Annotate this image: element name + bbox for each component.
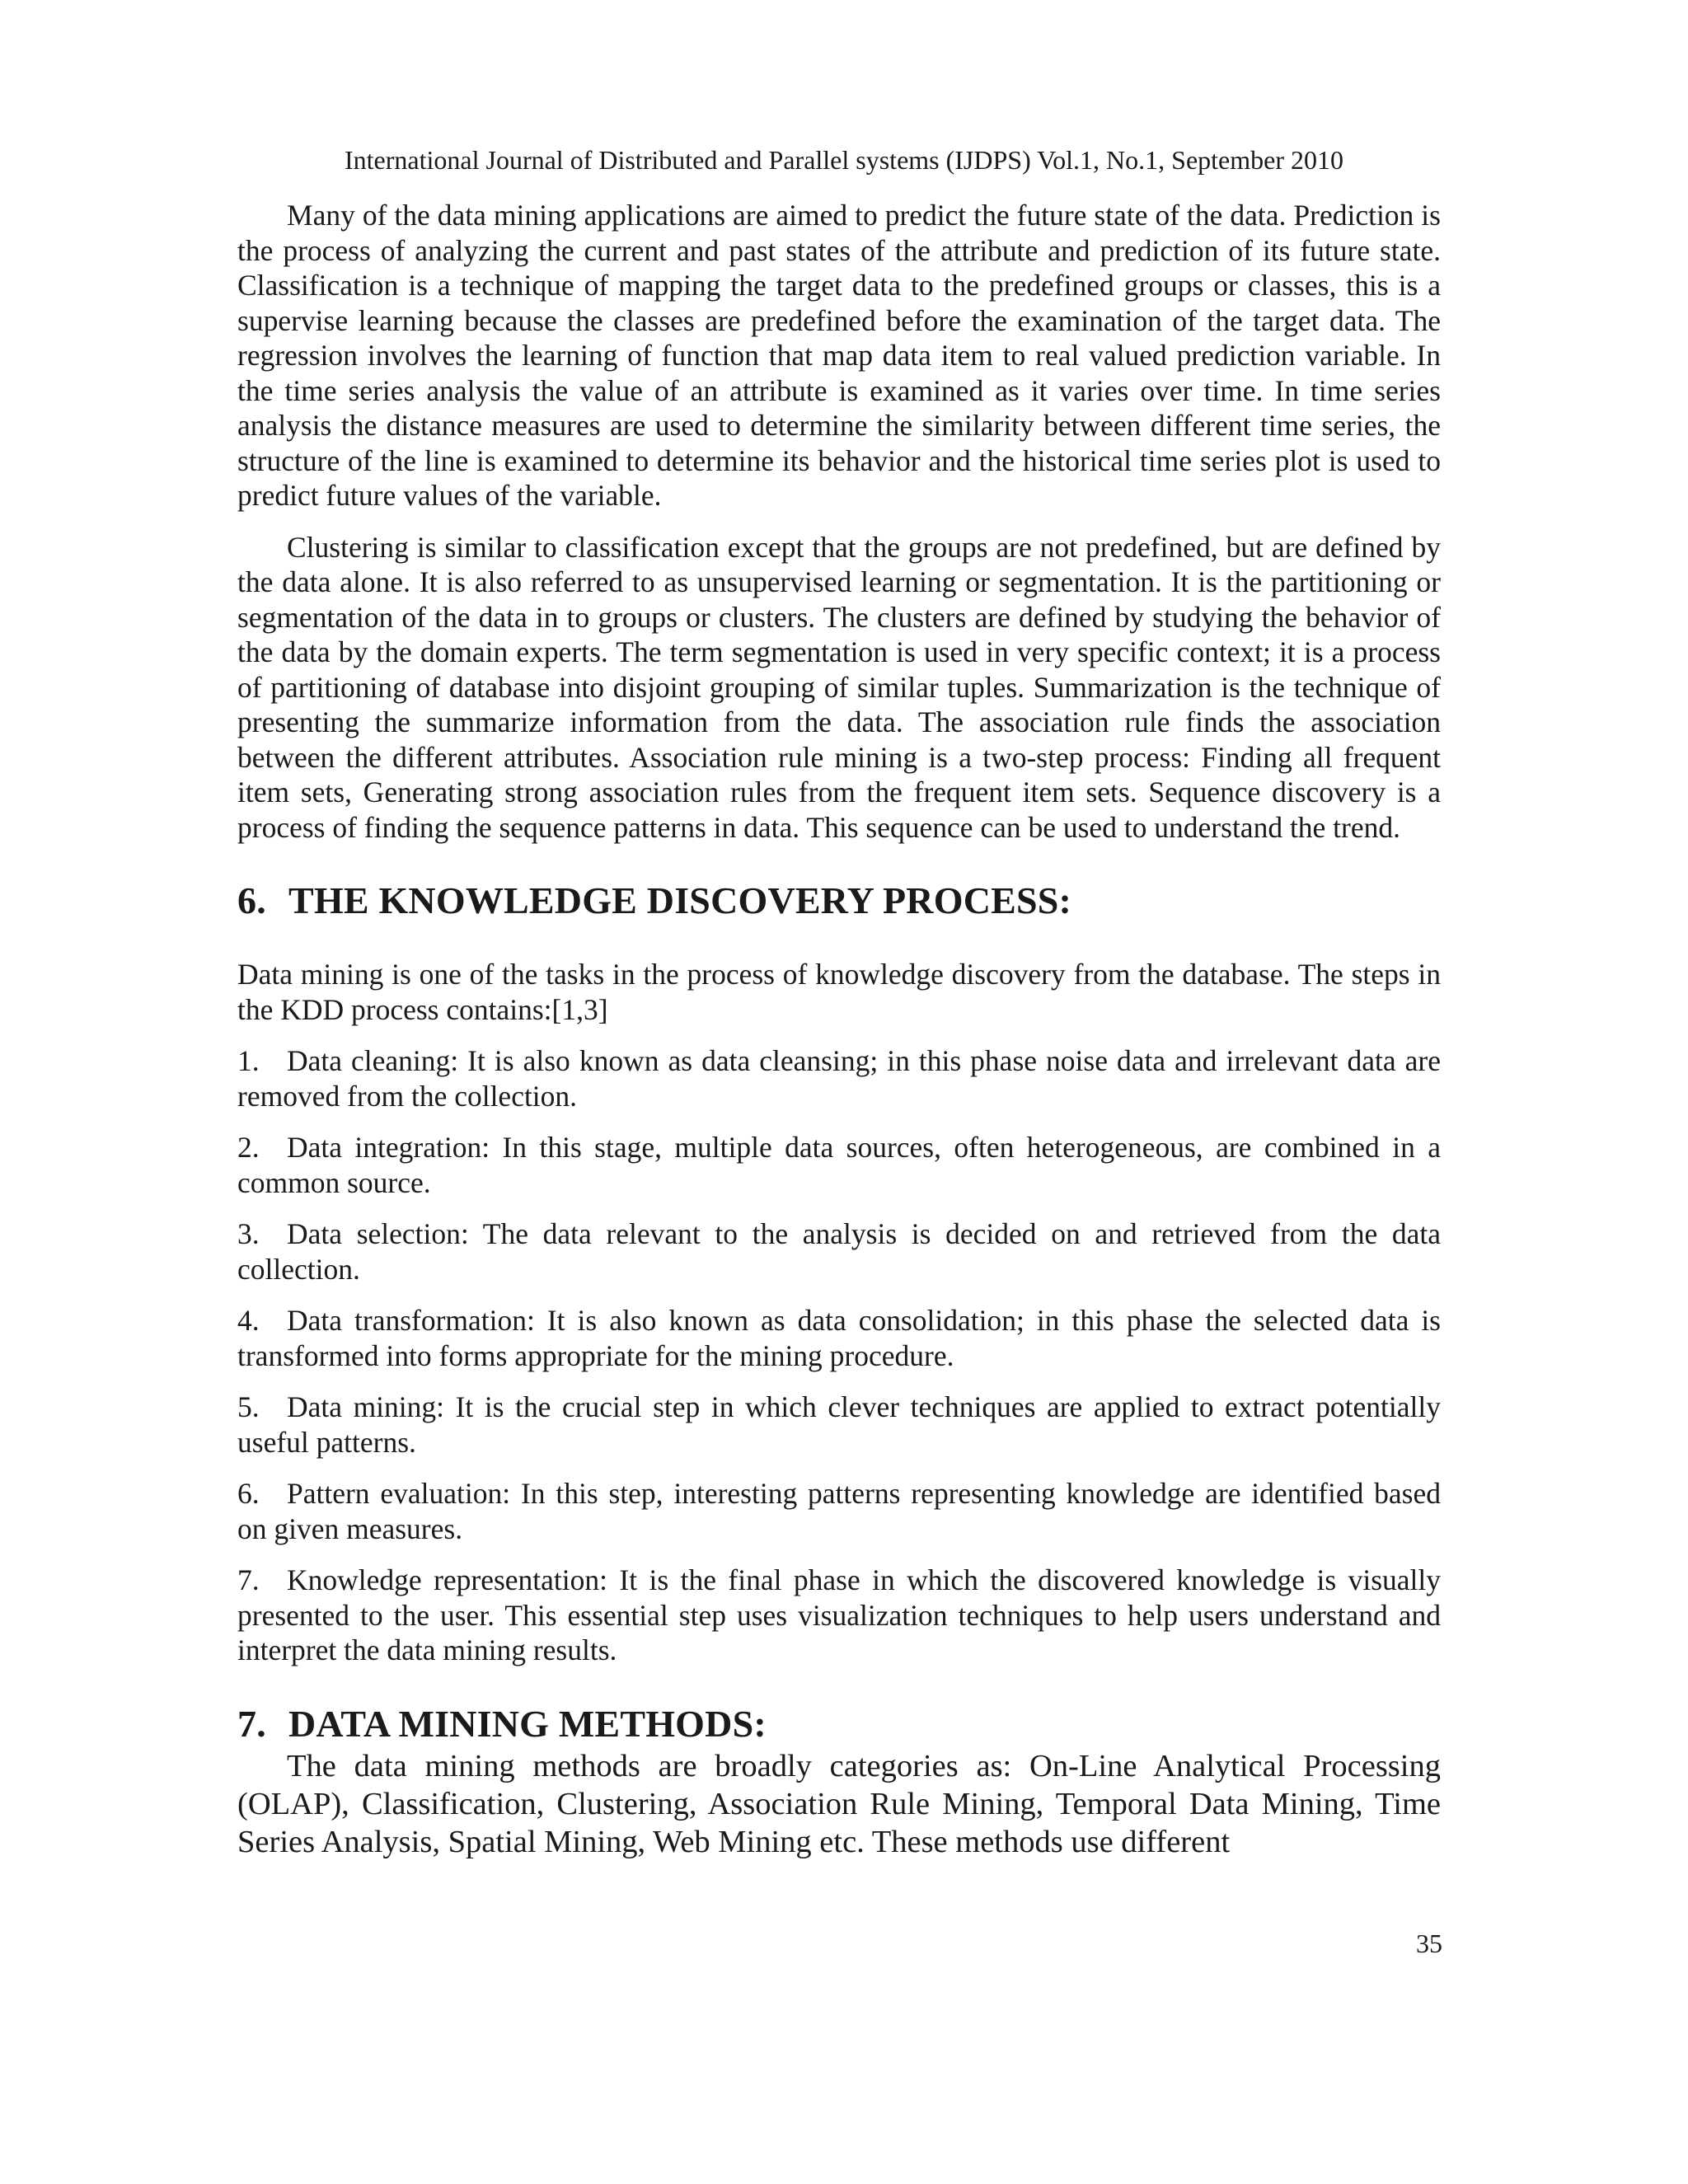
- list-item: [237, 1476, 1441, 1546]
- list-item-number: 6.: [237, 1477, 260, 1510]
- paragraph-prediction: Many of the data mining applications are aimed to predict the future state of the data. Prediction is the process of analyzing the current and past states of the attribute and prediction of its future state. Classification is a technique of mapping the target data to the predefined groups or classes, this is a supervise learning because the classes are predefined before the examination of the target data. The regression involves the learning of function that map data item to real valued prediction variable. In the time series analysis the value of an attribute is examined as it varies over time. In time series analysis the distance measures are used to determine the similarity between different time series, the structure of the line is examined to determine its behavior and the historical time series plot is used to predict future values of the variable.: [237, 199, 1441, 512]
- section-6-title: THE KNOWLEDGE DISCOVERY PROCESS:: [288, 879, 1072, 921]
- section-6-intro: Data mining is one of the tasks in the process of knowledge discovery from the database. The steps in the KDD process contains:[1,3]: [237, 958, 1441, 1026]
- section-6-heading: [237, 878, 1441, 924]
- list-item-number: 4.: [237, 1304, 260, 1337]
- page-number: 35: [1416, 1929, 1442, 1958]
- list-item: [237, 1130, 1441, 1200]
- list-item-text: Data transformation: It is also known as data consolidation; in this phase the selected data is transformed into forms appropriate for the mining procedure.: [237, 1304, 1441, 1372]
- section-7-paragraph: The data mining methods are broadly categories as: On-Line Analytical Processing (OLAP), Classification, Clustering, Association Rule Mining, Temporal Data Mining, Time Series Analysis, Spatial Mining, Web Mining etc. These methods use different: [237, 1748, 1441, 1859]
- section-7-number: 7.: [237, 1702, 266, 1745]
- list-item-number: 7.: [237, 1563, 260, 1596]
- list-item-text: Data mining: It is the crucial step in which clever techniques are applied to extract potentially useful patterns.: [237, 1390, 1441, 1459]
- running-header: International Journal of Distributed and Parallel systems (IJDPS) Vol.1, No.1, September 2010: [345, 145, 1343, 175]
- list-item-number: 3.: [237, 1217, 260, 1250]
- section-7-title: DATA MINING METHODS:: [288, 1702, 767, 1745]
- kdd-steps-list: [237, 1043, 1441, 1668]
- list-item-number: 2.: [237, 1131, 260, 1164]
- section-7-heading: [237, 1701, 1441, 1747]
- list-item-number: 1.: [237, 1044, 260, 1077]
- list-item: [237, 1303, 1441, 1373]
- page-body: [237, 198, 1441, 1861]
- section-6-number: 6.: [237, 879, 266, 921]
- list-item-text: Data integration: In this stage, multiple data sources, often heterogeneous, are combined in a common source.: [237, 1131, 1441, 1199]
- list-item: [237, 1563, 1441, 1668]
- list-item-text: Data cleaning: It is also known as data cleansing; in this phase noise data and irrelevant data are removed from the collection.: [237, 1044, 1441, 1113]
- paragraph-clustering: Clustering is similar to classification except that the groups are not predefined, but are defined by the data alone. It is also referred to as unsupervised learning or segmentation. It is the partitioning or segmentation of the data in to groups or clusters. The clusters are defined by studying the behavior of the data by the domain experts. The term segmentation is used in very specific context; it is a process of partitioning of database into disjoint grouping of similar tuples. Summarization is the technique of presenting the summarize information from the data. The association rule finds the association between the different attributes. Association rule mining is a two-step process: Finding all frequent item sets, Generating strong association rules from the frequent item sets. Sequence discovery is a process of finding the sequence patterns in data. This sequence can be used to understand the trend.: [237, 530, 1441, 844]
- list-item: [237, 1216, 1441, 1286]
- list-item-text: Pattern evaluation: In this step, interesting patterns representing knowledge are identified based on given measures.: [237, 1477, 1441, 1545]
- list-item-text: Data selection: The data relevant to the analysis is decided on and retrieved from the data collection.: [237, 1217, 1441, 1286]
- list-item-number: 5.: [237, 1390, 260, 1423]
- list-item-text: Knowledge representation: It is the final phase in which the discovered knowledge is visually presented to the user. This essential step uses visualization techniques to help users understand and interpret the data mining results.: [237, 1563, 1441, 1666]
- list-item: [237, 1043, 1441, 1113]
- list-item: [237, 1390, 1441, 1460]
